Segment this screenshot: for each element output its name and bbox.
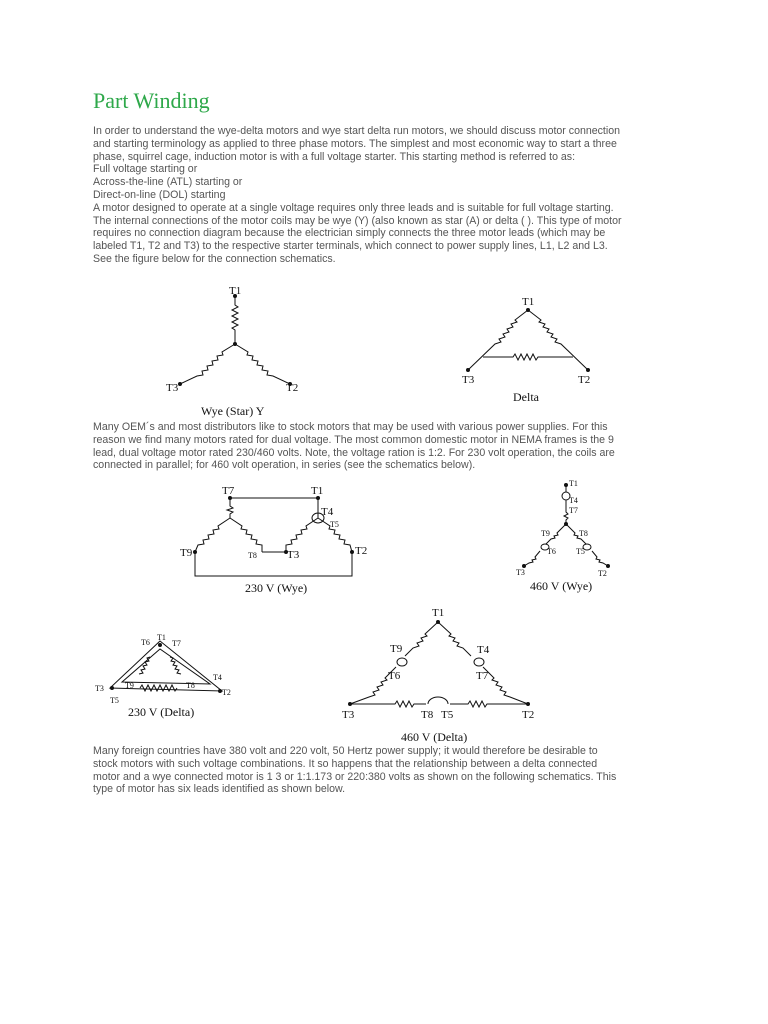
label-t2: T2 bbox=[286, 382, 299, 394]
label-t2: T2 bbox=[598, 569, 607, 578]
label-t1: T1 bbox=[157, 633, 166, 642]
text-line: In order to understand the wye-delta motors and wye start delta run motors, we should discuss motor connection bbox=[93, 125, 621, 137]
text-line: stock motors with such voltage combinations. It so happens that the relationship between a delta connected bbox=[93, 757, 598, 770]
delta-230v-diagram bbox=[95, 633, 231, 719]
label-t5: T5 bbox=[576, 547, 585, 556]
delta-460v-diagram bbox=[342, 607, 534, 744]
label-t6: T6 bbox=[141, 638, 150, 647]
label-t6: T6 bbox=[388, 670, 401, 682]
label-t3: T3 bbox=[462, 374, 475, 386]
label-t9: T9 bbox=[541, 529, 550, 538]
label-t8: T8 bbox=[421, 709, 434, 721]
caption-460v-wye: 460 V (Wye) bbox=[530, 579, 593, 593]
label-t4: T4 bbox=[477, 644, 490, 656]
winding-right bbox=[528, 310, 588, 370]
terminal-dot bbox=[350, 550, 354, 554]
label-t5: T5 bbox=[110, 696, 119, 705]
terminal-dot bbox=[526, 702, 530, 706]
label-t5: T5 bbox=[441, 709, 454, 721]
terminal-dot bbox=[110, 686, 114, 690]
winding-left bbox=[468, 310, 528, 370]
text-line: Many foreign countries have 380 volt and 220 volt, 50 Hertz power supply; it would therefore be desirable to bbox=[93, 745, 598, 757]
winding-t9 bbox=[195, 518, 230, 552]
label-t4: T4 bbox=[213, 673, 222, 682]
text-line: Across-the-line (ATL) starting or bbox=[93, 176, 243, 189]
wye-460v-diagram bbox=[516, 479, 610, 593]
delta-diagram bbox=[462, 296, 590, 404]
label-t2: T2 bbox=[522, 709, 535, 721]
label-t9: T9 bbox=[125, 681, 134, 690]
label-t1: T1 bbox=[522, 296, 535, 308]
terminal-dot bbox=[436, 620, 440, 624]
wye-star-diagram bbox=[166, 285, 298, 418]
winding-t3 bbox=[180, 344, 235, 384]
terminal-dot bbox=[193, 550, 197, 554]
wye-caption: Wye (Star) Y bbox=[201, 404, 265, 418]
page-title: Part Winding bbox=[93, 88, 210, 113]
text-line: Many OEM´s and most distributors like to stock motors that may be used with various power supplies. For this bbox=[93, 421, 608, 433]
label-t3: T3 bbox=[95, 684, 104, 693]
wye-230v-diagram bbox=[180, 485, 367, 595]
delta-caption: Delta bbox=[513, 390, 539, 404]
right-side-winding bbox=[438, 622, 528, 704]
label-t3: T3 bbox=[287, 549, 300, 561]
terminal-dot bbox=[606, 564, 610, 568]
terminal-dot bbox=[586, 368, 590, 372]
terminal-dot bbox=[178, 382, 182, 386]
winding-t7 bbox=[227, 498, 233, 518]
label-t1: T1 bbox=[432, 607, 445, 619]
label-t3: T3 bbox=[166, 382, 179, 394]
label-t9: T9 bbox=[390, 643, 403, 655]
text-line: connected in parallel; for 460 volt operation, in series (see the schematics below). bbox=[93, 459, 476, 472]
label-t1: T1 bbox=[229, 285, 242, 297]
terminal-dot bbox=[564, 483, 568, 487]
text-line: Full voltage starting or bbox=[93, 163, 198, 176]
label-t9: T9 bbox=[180, 547, 193, 559]
inner-triangle bbox=[122, 649, 210, 684]
text-line: requires no connection diagram because the electrician simply connects the three motor leads (which may be bbox=[93, 227, 606, 240]
label-t6: T6 bbox=[547, 547, 556, 556]
text-line: and starting terminology as applied to three phase motors. The simplest and most economic way to start a three bbox=[93, 137, 617, 150]
label-t2: T2 bbox=[222, 688, 231, 697]
label-t3: T3 bbox=[342, 709, 355, 721]
caption-460v-delta: 460 V (Delta) bbox=[401, 730, 468, 744]
text-line: A motor designed to operate at a single voltage requires only three leads and is suitable for full voltage starting. bbox=[93, 201, 614, 214]
label-t8: T8 bbox=[186, 681, 195, 690]
label-t5: T5 bbox=[330, 520, 339, 529]
label-t1: T1 bbox=[569, 479, 578, 488]
terminal-dot bbox=[348, 702, 352, 706]
winding-t3-series bbox=[286, 518, 318, 552]
winding-bottom bbox=[483, 354, 573, 360]
terminal-dot bbox=[526, 308, 530, 312]
text-line: The internal connections of the motor coils may be wye (Y) (also known as star (A) or delta ( ). This type of motor bbox=[93, 214, 622, 227]
text-line: reason we find many motors rated for dual voltage. The most common domestic motor in NEMA frames is the 9 bbox=[93, 433, 614, 446]
terminal-dot bbox=[466, 368, 470, 372]
label-t3: T3 bbox=[516, 568, 525, 577]
terminal-dot bbox=[158, 643, 162, 647]
label-t7: T7 bbox=[222, 485, 235, 497]
label-t7: T7 bbox=[172, 639, 181, 648]
label-t2: T2 bbox=[578, 374, 591, 386]
label-t1: T1 bbox=[311, 485, 324, 497]
label-t8: T8 bbox=[248, 551, 257, 560]
label-t7: T7 bbox=[569, 506, 578, 515]
left-side-winding bbox=[350, 622, 438, 704]
text-line: type of motor has six leads identified as shown below. bbox=[93, 783, 346, 796]
text-line: labeled T1, T2 and T3) to the respective starter terminals, which connect to power supply lines, L1, L2 and L3. bbox=[93, 240, 608, 253]
text-line: lead, dual voltage motor rated 230/460 volts. Note, the voltage ration is 1:2. For 230 volt operation, the coils are bbox=[93, 446, 615, 459]
winding-t2 bbox=[235, 344, 290, 384]
label-t4: T4 bbox=[569, 496, 578, 505]
wire-t9-return bbox=[195, 552, 352, 576]
text-line: See the figure below for the connection schematics. bbox=[93, 252, 336, 265]
text-line: phase, squirrel cage, induction motor is with a full voltage starter. This starting method is referred to as: bbox=[93, 150, 576, 163]
winding-t1 bbox=[232, 296, 238, 344]
neutral-dot bbox=[233, 342, 237, 346]
label-t4: T4 bbox=[321, 506, 334, 518]
neutral-dot bbox=[564, 522, 568, 526]
caption-230v-wye: 230 V (Wye) bbox=[245, 581, 308, 595]
label-t8: T8 bbox=[579, 529, 588, 538]
label-t2: T2 bbox=[355, 545, 368, 557]
bottom-winding bbox=[350, 697, 528, 707]
winding-t8 bbox=[230, 518, 262, 552]
label-t7: T7 bbox=[476, 670, 489, 682]
caption-230v-delta: 230 V (Delta) bbox=[128, 705, 195, 719]
text-line: Direct-on-line (DOL) starting bbox=[93, 188, 226, 201]
text-line: motor and a wye connected motor is 1 3 or 1:1.173 or 220:380 volts as shown on the following schematics. This bbox=[93, 770, 617, 783]
